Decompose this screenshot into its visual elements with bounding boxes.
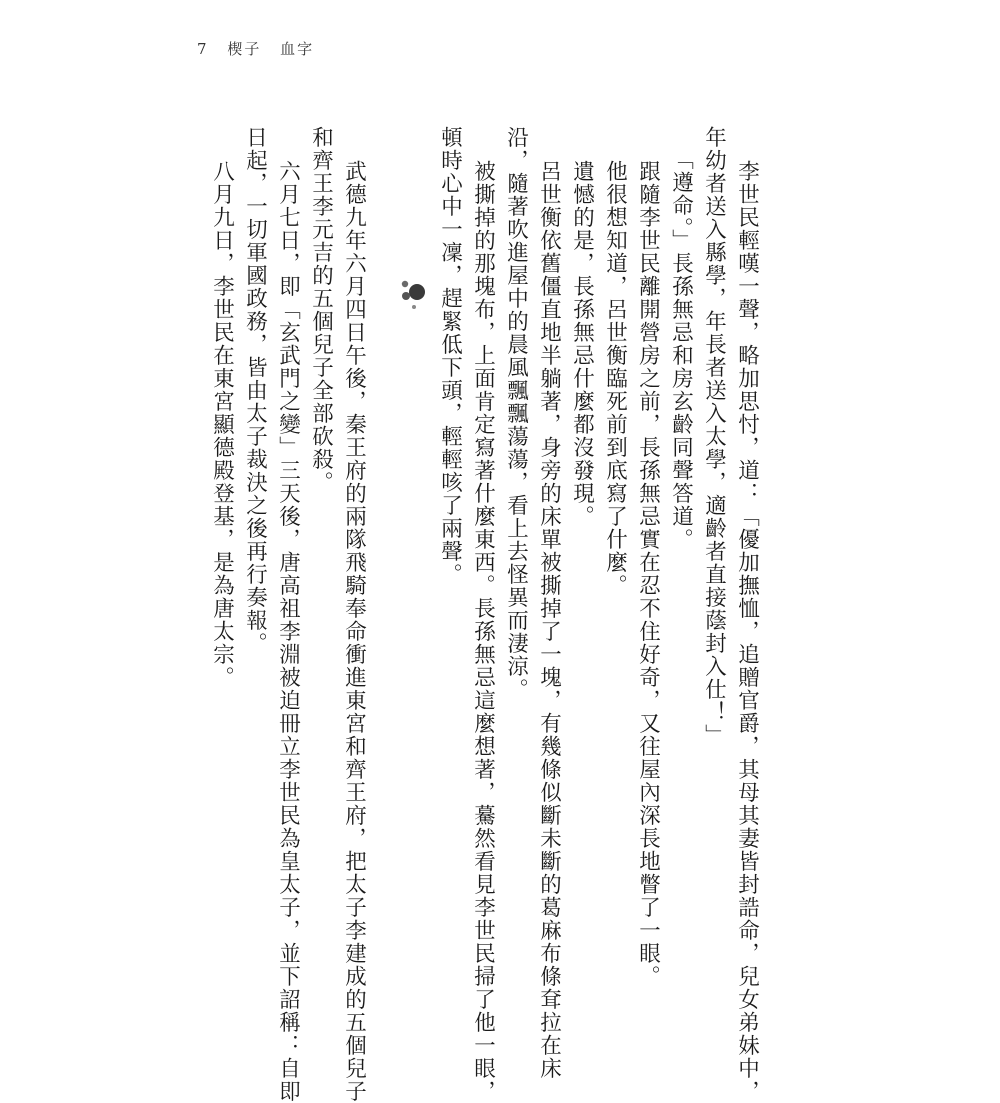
page-number: 7	[197, 40, 209, 58]
paragraph-line: 被撕掉的那塊布，上面肯定寫著什麼東西。長孫無忌這麼想著，驀然看見李世民掃了他一眼，	[470, 160, 496, 1103]
section-break-ornament	[396, 276, 430, 312]
paragraph-line: 沿，隨著吹進屋中的晨風飄飄蕩蕩，看上去怪異而淒涼。	[503, 126, 529, 701]
chapter-title: 血字	[280, 40, 315, 58]
paragraph-line: 「遵命。」長孫無忌和房玄齡同聲答道。	[668, 148, 694, 552]
paragraph-line: 遺憾的是，長孫無忌什麼都沒發現。	[569, 160, 595, 528]
paragraph-line: 年幼者送入縣學，年長者送入太學，適齡者直接蔭封入仕！」	[701, 126, 727, 747]
paragraph-line: 和齊王李元吉的五個兒子全部砍殺。	[308, 126, 334, 494]
paragraph-line: 頓時心中一凜，趕緊低下頭，輕輕咳了兩聲。	[437, 126, 463, 586]
paragraph-line: 跟隨李世民離開營房之前，長孫無忌實在忍不住好奇，又往屋內深長地瞥了一眼。	[635, 160, 661, 988]
paragraph-line: 李世民輕嘆一聲，略加思忖，道：「優加撫恤，追贈官爵，其母其妻皆封誥命，兒女弟妹中，	[734, 160, 760, 1103]
running-head	[197, 38, 326, 59]
paragraph-line: 呂世衡依舊僵直地半躺著，身旁的床單被撕掉了一塊，有幾條似斷未斷的葛麻布條耷拉在床	[536, 160, 562, 1080]
paragraph-line: 日起，一切軍國政務，皆由太子裁決之後再行奏報。	[242, 126, 268, 655]
paragraph-line: 他很想知道，呂世衡臨死前到底寫了什麼。	[602, 160, 628, 597]
paragraph-line: 八月九日，李世民在東宮顯德殿登基，是為唐太宗。	[209, 160, 235, 689]
chapter-label: 楔子	[227, 40, 262, 58]
paragraph-line: 六月七日，即「玄武門之變」三天後，唐高祖李淵被迫冊立李世民為皇太子，並下詔稱：自即	[275, 160, 301, 1103]
paragraph-line: 武德九年六月四日午後，秦王府的兩隊飛騎奉命衝進東宮和齊王府，把太子李建成的五個兒子	[341, 160, 367, 1103]
